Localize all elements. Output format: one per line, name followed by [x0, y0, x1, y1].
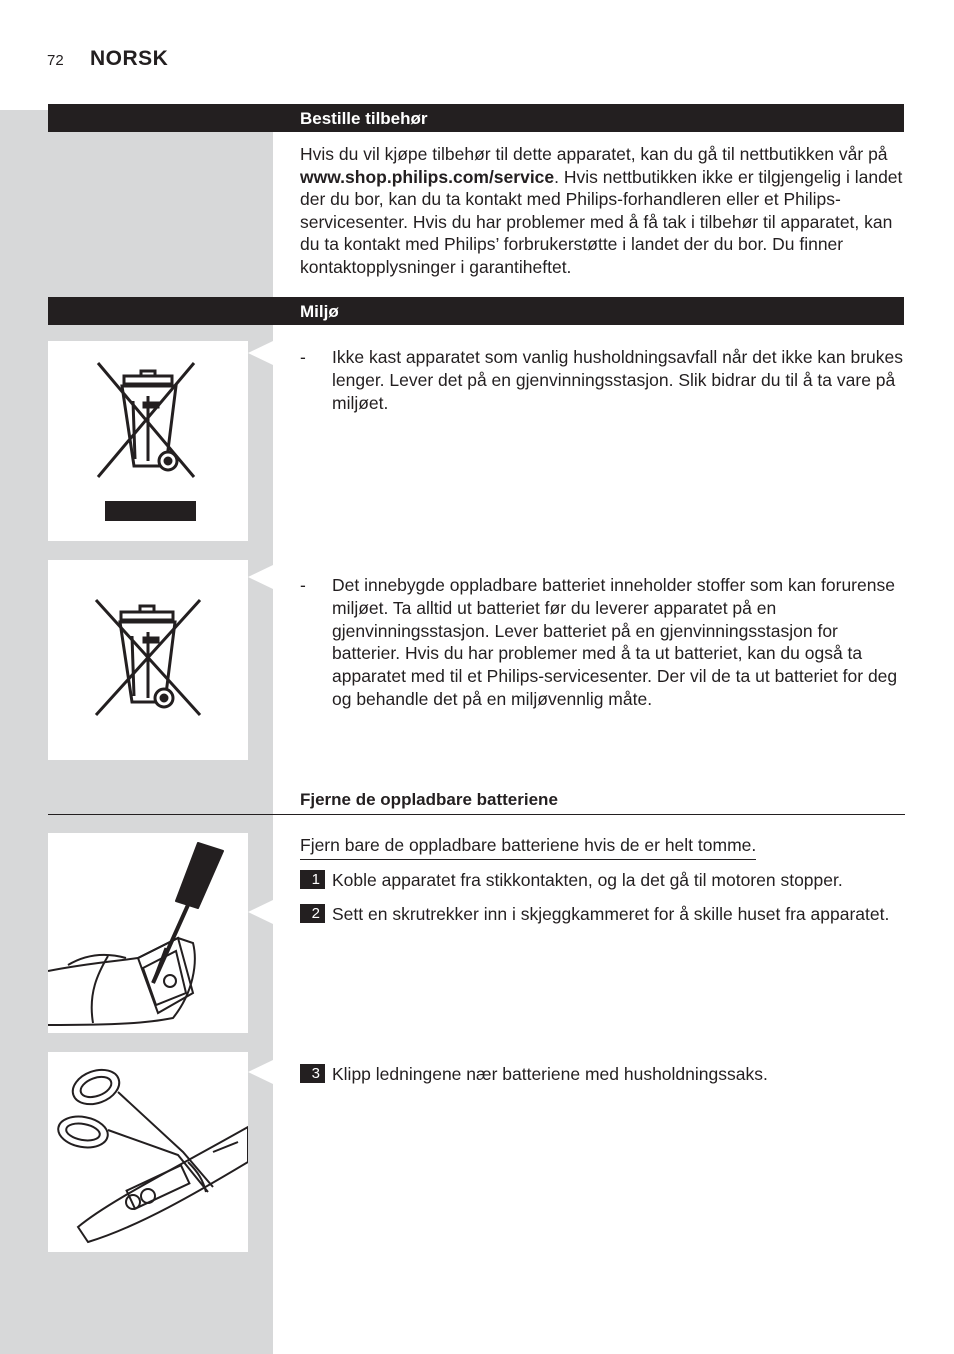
bullet-text: Ikke kast apparatet som vanlig husholdningsavfall når det ikke kan brukes lenger. Lever det på en gjenvinningsstasjon. Slik bidrar du til å ta vare på miljøet. — [332, 347, 904, 413]
step-number: 2 — [300, 904, 325, 923]
language-heading: NORSK — [90, 47, 169, 70]
figure-pointer — [248, 1060, 273, 1084]
step-2 — [300, 903, 906, 926]
step-1 — [300, 869, 906, 892]
ordering-text-end: . Hvis nettbutikken ikke er tilgjengelig i landet der du bor, kan du ta kontakt med Philips-forhandleren eller et Philips-servicesenter. Hvis du har problemer med å få tak i tilbehør til apparatet, kan du ta kontakt med Philips’ forbrukerstøtte i landet der du bor. Du finner kontaktopplysninger i garantiheftet. — [300, 166, 903, 277]
scissors-illustration — [48, 1052, 248, 1252]
ordering-paragraph — [300, 143, 906, 279]
bullet-text: Det innebygde oppladbare batteriet inneholder stoffer som kan forurense miljøet. Ta alltid ut batteriet før du leverer apparatet på en gjenvinningsstasjon. Lever batteriet på en gjenvinningsstasjon for batterier. Hvis du har problemer med å ta ut batteriet, kan du også ta apparatet med til et Philips-servicesenter. Der vil de ta ut batteriet for deg og behandle det på en miljøvennlig måte. — [332, 575, 898, 709]
heading-rule — [48, 814, 905, 815]
page-number: 72 — [47, 52, 64, 69]
step-text: Klipp ledningene nær batteriene med husholdningssaks. — [332, 1064, 768, 1084]
shop-link[interactable]: www.shop.philips.com/service — [300, 166, 555, 187]
step-3 — [300, 1063, 906, 1086]
screwdriver-illustration — [48, 833, 248, 1033]
environment-bullet-1 — [300, 346, 904, 414]
step-text: Sett en skrutrekker inn i skjeggkammeret for å skille huset fra apparatet. — [332, 904, 890, 924]
section-bar-environment — [48, 297, 904, 325]
environment-bullet-2 — [300, 574, 904, 711]
section-title-environment: Miljø — [300, 302, 339, 321]
section-bar-ordering — [48, 104, 904, 132]
ordering-text-start: Hvis du vil kjøpe tilbehør til dette apparatet, kan du gå til nettbutikken vår på — [300, 144, 888, 164]
step-number: 3 — [300, 1064, 325, 1083]
step-number: 1 — [300, 870, 325, 889]
removal-intro: Fjern bare de oppladbare batteriene hvis de er helt tomme. — [300, 835, 756, 860]
figure-scissors — [48, 1052, 248, 1252]
figure-pointer — [248, 565, 273, 589]
section-title-ordering: Bestille tilbehør — [300, 109, 428, 128]
bullet-dash: - — [300, 347, 306, 367]
bullet-dash: - — [300, 575, 306, 595]
figure-battery-bin — [48, 560, 248, 760]
crossed-bin-icon — [48, 341, 248, 541]
removal-heading: Fjerne de oppladbare batteriene — [300, 790, 558, 809]
figure-pointer — [248, 341, 273, 365]
crossed-battery-bin-icon — [48, 560, 248, 760]
step-text: Koble apparatet fra stikkontakten, og la det gå til motoren stopper. — [332, 870, 843, 890]
figure-weee-bin — [48, 341, 248, 541]
figure-pointer — [248, 900, 273, 924]
figure-screwdriver — [48, 833, 248, 1033]
